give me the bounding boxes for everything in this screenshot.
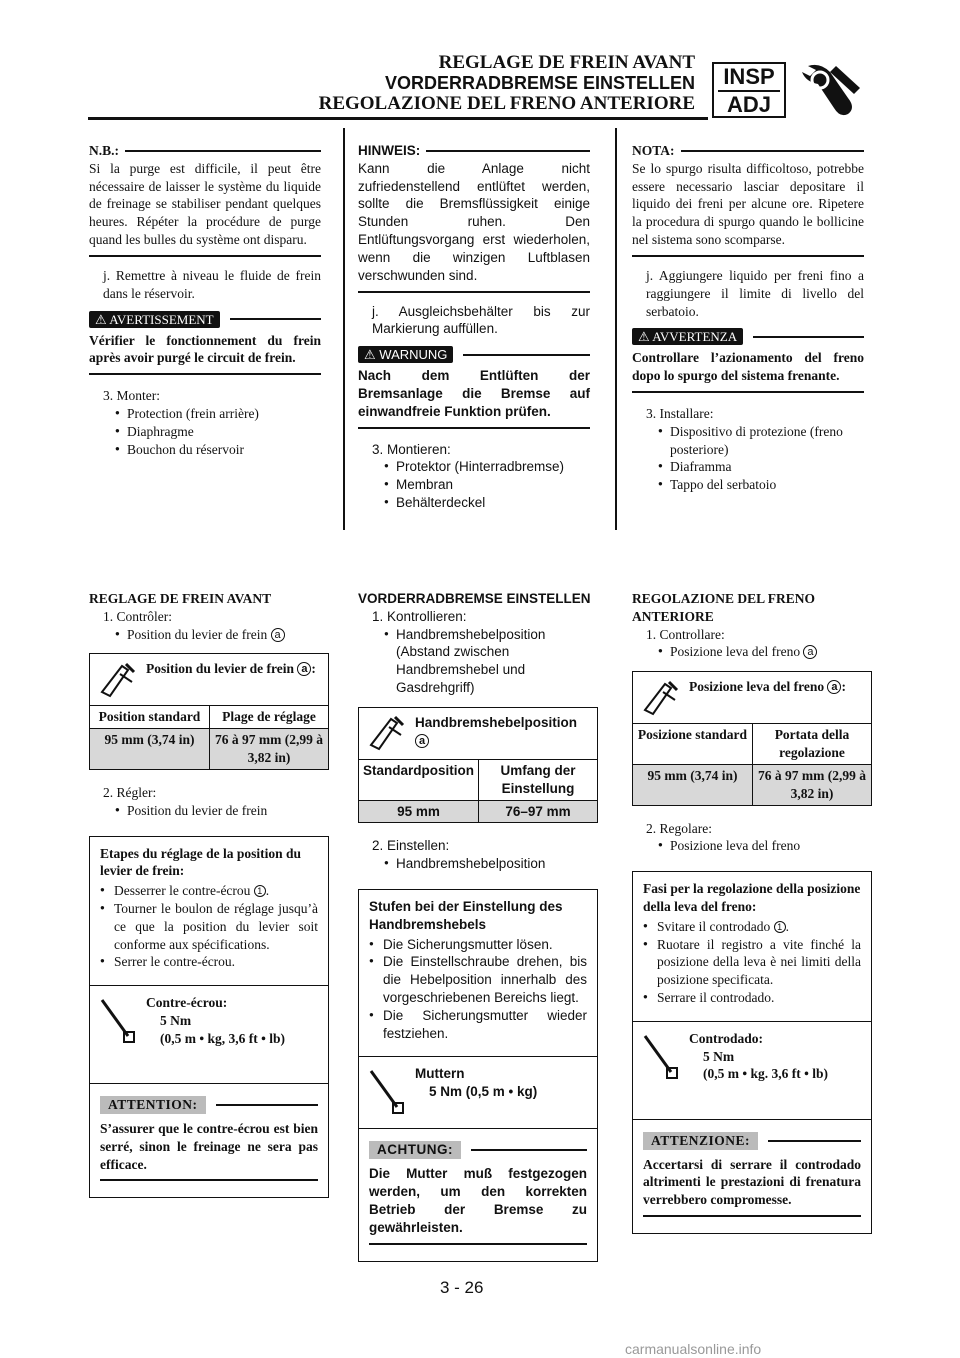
steps-box: Fasi per la regolazione della posizione della leva del freno: ● Svitare il controdado 1 . ● Ruotare il registro a vite finché la posizione della leva è nei limiti della posizione specificata. ● Serrare il controdado. [632,871,872,1022]
de-top-section [358,142,590,512]
list-item: ● Tappo del serbatoio [632,476,864,494]
list-item: Posizione leva del freno [670,644,801,660]
step-1: 1. Kontrollieren: [372,608,467,624]
attention-text: Accertarsi di serrare il controdado altrimenti le prestazioni di frenatura verrebbero compromesse. [643,1156,861,1208]
step-item: ● Die Sicherungsmutter wieder festziehen. [369,1007,587,1043]
step-item: ● Die Sicherungsmutter lösen. [369,936,587,954]
header-title-de: VORDERRADBREMSE EINSTELLEN [384,73,695,94]
list-item: ● Protection (frein arrière) [89,405,321,423]
step-1: 1. Controllare: [646,626,725,642]
attention-text: S’assurer que le contre-écrou est bien serré, sinon le freinage ne sera pas efficace. [100,1121,318,1172]
it-top-section [632,142,864,494]
torque-conversion: (0,5 m • kg. 3,6 ft • lb) [703,1066,828,1082]
steps-box: Etapes du réglage de la position du levier de frein: ● Desserrer le contre-écrou 1 . ● Tourner le boulon de réglage jusqu’à ce que la position du levier soit conforme aux spécifications. ● Serrer le contre-écrou. [89,836,329,987]
warning-text: Nach dem Entlüften der Bremsanlage die Bremse auf einwandfreie Funktion prüfen. [358,368,590,419]
list-item: ● Handbremshebelposition [358,855,598,873]
list-item: ● Dispositivo di protezione (freno posteriore) [632,423,864,459]
list-item: ● Posizione leva del freno [632,837,872,855]
header-rule [88,117,708,120]
step-item: ● Serrer le contre-écrou. [100,953,318,971]
step-3: 3. Monter: [103,388,160,404]
torque-name: Contre-écrou: [146,995,228,1011]
list-item: ● Bouchon du réservoir [89,441,321,459]
fr-top-section [89,142,321,458]
attention-box [632,1120,872,1234]
spec-v2: 76 à 97 mm (2,99 à 3,82 in) [209,728,328,769]
section-title: VORDERRADBREMSE EINSTELLEN [358,591,591,606]
spec-col2: Plage de réglage [209,706,328,728]
list-item: ● Handbremshebelposition (Abstand zwischen Handbremshebel und Gasdrehgriff) [358,626,598,697]
torque-box [358,1057,598,1129]
nb-text: Si la purge est difficile, il peut être nécessaire de laisser le système du liquide de freinage se stabiliser pendant quelques heures. Répéter la procédure de purge quand les bulles du système ont disparu. [89,160,321,248]
warning-label: ⚠ AVVERTENZA [632,328,743,345]
torque-wrench-icon [90,986,146,1083]
step-item: ● Tourner le boulon de réglage jusqu’à ce que la position du levier soit conforme aux spécifications. [100,900,318,953]
step-item: ● Ruotare il registro a vite finché la posizione della leva è nei limiti della posizione specificata. [643,936,861,989]
torque-name: Controdado: [689,1030,764,1046]
spec-title: Posizione leva del freno [689,679,825,695]
steps-box [358,889,598,1058]
step-item: ● Serrare il controdado. [643,989,861,1007]
torque-box [89,986,329,1084]
step-j: j. Aggiungere liquido per freni fino a raggiungere il limite di livello del serbatoio. [646,267,864,319]
column-divider [343,128,345,530]
nb-text: Kann die Anlage nicht zufriedenstellend entlüftet werden, sollte die Bremsflüssigkeit einige Stunden ruhen. Den Entlüftungsvorgang erst wiederholen, wenn die winzigen Luftblasen verschwunden sind. [358,160,590,283]
attention-label: ATTENTION: [100,1096,206,1114]
nb-label: N.B.: [89,143,119,158]
badge-top: INSP [723,64,775,89]
list-item: Position du levier de frein [127,626,268,642]
step-item: Svitare il controdado [657,918,771,934]
torque-value: 5 Nm [703,1048,735,1064]
caliper-icon [359,708,415,759]
spec-table: Handbremshebelposition a Standardposition Umfang der Einstellung 95 mm 76–97 mm [358,707,598,823]
de-adjust-section [358,590,598,1262]
torque-conversion: (0,5 m • kg, 3,6 ft • lb) [160,1030,285,1046]
steps-title: Stufen bei der Einstellung des Handbremshebels [369,898,563,932]
nb-label: HINWEIS: [358,143,421,158]
step-2: 2. Einstellen: [372,838,450,854]
spec-table: Position du levier de frein a : Position standard Plage de réglage 95 mm (3,74 in) 76 à 97 mm (2,99 à 3,82 in) [89,653,329,769]
step-3: 3. Montieren: [372,441,451,457]
warning-text: Controllare l’azionamento del freno dopo lo spurgo del sistema frenante. [632,350,864,384]
step-item: ● Die Einstellschraube drehen, bis die Hebelposition innerhalb des vorgeschriebenen Bereichs liegt. [369,953,587,1006]
step-j: j. Remettre à niveau le fluide de frein dans le réservoir. [103,267,321,301]
spec-title: Position du levier de frein [146,661,294,677]
list-item: ● Protektor (Hinterradbremse) [358,458,590,476]
list-item: ● Diaphragme [89,423,321,441]
torque-value: 5 Nm [160,1013,192,1028]
list-item: ● Behälterdeckel [358,494,590,512]
list-item: ● Membran [358,476,590,494]
header-title-fr: REGLAGE DE FREIN AVANT [438,52,695,73]
spec-col1: Position standard [98,709,201,725]
torque-value: 5 Nm (0,5 m • kg) [429,1084,538,1100]
caliper-icon [633,672,689,723]
header-title-it: REGOLAZIONE DEL FRENO ANTERIORE [318,93,695,115]
page-header [300,52,695,115]
steps-title: Etapes du réglage de la position du levier de frein: [100,845,302,879]
warning-label: ⚠ WARNUNG [358,346,453,363]
spec-v1: 95 mm [359,800,478,823]
wrench-tool-icon [790,58,870,120]
insp-adj-badge [712,62,786,118]
section-title: REGLAGE DE FREIN AVANT [89,591,272,606]
attention-box [89,1084,329,1198]
nb-text: Se lo spurgo risulta difficoltoso, potrebbe essere necessario lasciar depositare il liquido dei freni per alcune ore. Ripetere la procedura di spurgo quando le bollicine nel sistema sono scomparse. [632,160,864,248]
list-item: ● Diaframma [632,458,864,476]
it-adjust-section: REGOLAZIONE DEL FRENO ANTERIORE 1. Controllare: ● Posizione leva del freno a Posizione leva del freno a : Posizione standard Portata della regolazione 95 mm (3,74 in) 76 à 97 mm (2,99 à 3,82 in) 2. Regolare: ● Posizione leva del freno Fasi per la regolazione della posizione della leva del freno: ● Svitare il controdado 1 . ● Ruotare il registro a vite finché la posizione della leva è nei limiti della posizione specificata. ● Serrare il controdado. Controdado: 5 Nm (0,5 m • kg. 3,6 ft • lb) ATTENZIONE: Accertarsi di serrare il controdado altrimenti le prestazioni di frenatura verrebbero compromesse. [632,590,872,1234]
section-title: REGOLAZIONE DEL FRENO ANTERIORE [632,591,816,624]
spec-v2: 76–97 mm [478,800,597,823]
spec-col1: Posizione standard [637,727,748,743]
steps-title: Fasi per la regolazione della posizione della leva del freno: [643,881,861,914]
nb-label: NOTA: [632,143,675,158]
torque-box [632,1022,872,1120]
page-number: 3 - 26 [440,1278,484,1297]
attention-box [358,1129,598,1261]
warning-label: ⚠ AVERTISSEMENT [89,311,220,328]
spec-title: Handbremshebelposition [415,714,578,730]
torque-name: Muttern [415,1066,465,1082]
torque-wrench-icon [633,1022,689,1119]
spec-col1: Standardposition [363,762,474,778]
spec-col2: Umfang der Einstellung [478,760,597,800]
spec-v2: 76 à 97 mm (2,99 à 3,82 in) [752,764,871,805]
step-3: 3. Installare: [646,405,714,421]
list-item: ● Position du levier de frein [89,802,329,820]
attention-text: Die Mutter muß festgezogen werden, um den korrekten Betrieb der Bremse zu gewährleisten. [369,1166,587,1235]
fr-adjust-section: REGLAGE DE FREIN AVANT 1. Contrôler: ● Position du levier de frein a Position du levier de frein a : Position standard Plage de réglage 95 mm (3,74 in) 76 à 97 mm (2,99 à 3,82 in) 2. Régler: ● Position du levier de frein Etapes du réglage de la position du levier de frein: ● Desserrer le contre-écrou 1 . ● Tourner le boulon de réglage jusqu’à ce que la position du levier soit conforme aux spécifications. ● Serrer le contre-écrou. Contre-écrou: 5 Nm (0,5 m • kg, 3,6 ft • lb) ATTENTION: S’assurer que le contre-écrou est bien serré, sinon le freinage ne sera pas efficace. [89,590,329,1198]
column-divider [615,128,617,530]
warning-text: Vérifier le fonctionnement du frein après avoir purgé le circuit de frein. [89,332,321,366]
spec-v1: 95 mm (3,74 in) [90,728,209,769]
watermark[interactable]: carmanualsonline.info [625,1341,762,1357]
step-item: Desserrer le contre-écrou [114,883,251,899]
badge-bottom: ADJ [726,92,771,117]
spec-col2: Portata della regolazione [752,724,871,764]
torque-wrench-icon [359,1057,415,1128]
caliper-icon [90,654,146,705]
spec-v1: 95 mm (3,74 in) [633,764,752,805]
attention-label: ATTENZIONE: [643,1132,758,1150]
step-1: 1. Contrôler: [103,608,172,624]
step-2: 2. Regolare: [646,820,712,836]
step-2: 2. Régler: [103,784,157,800]
spec-table: Posizione leva del freno a : Posizione standard Portata della regolazione 95 mm (3,74 in) 76 à 97 mm (2,99 à 3,82 in) [632,671,872,805]
attention-label: ACHTUNG: [369,1141,461,1159]
step-j: j. Ausgleichsbehälter bis zur Markierung auffüllen. [372,303,590,337]
